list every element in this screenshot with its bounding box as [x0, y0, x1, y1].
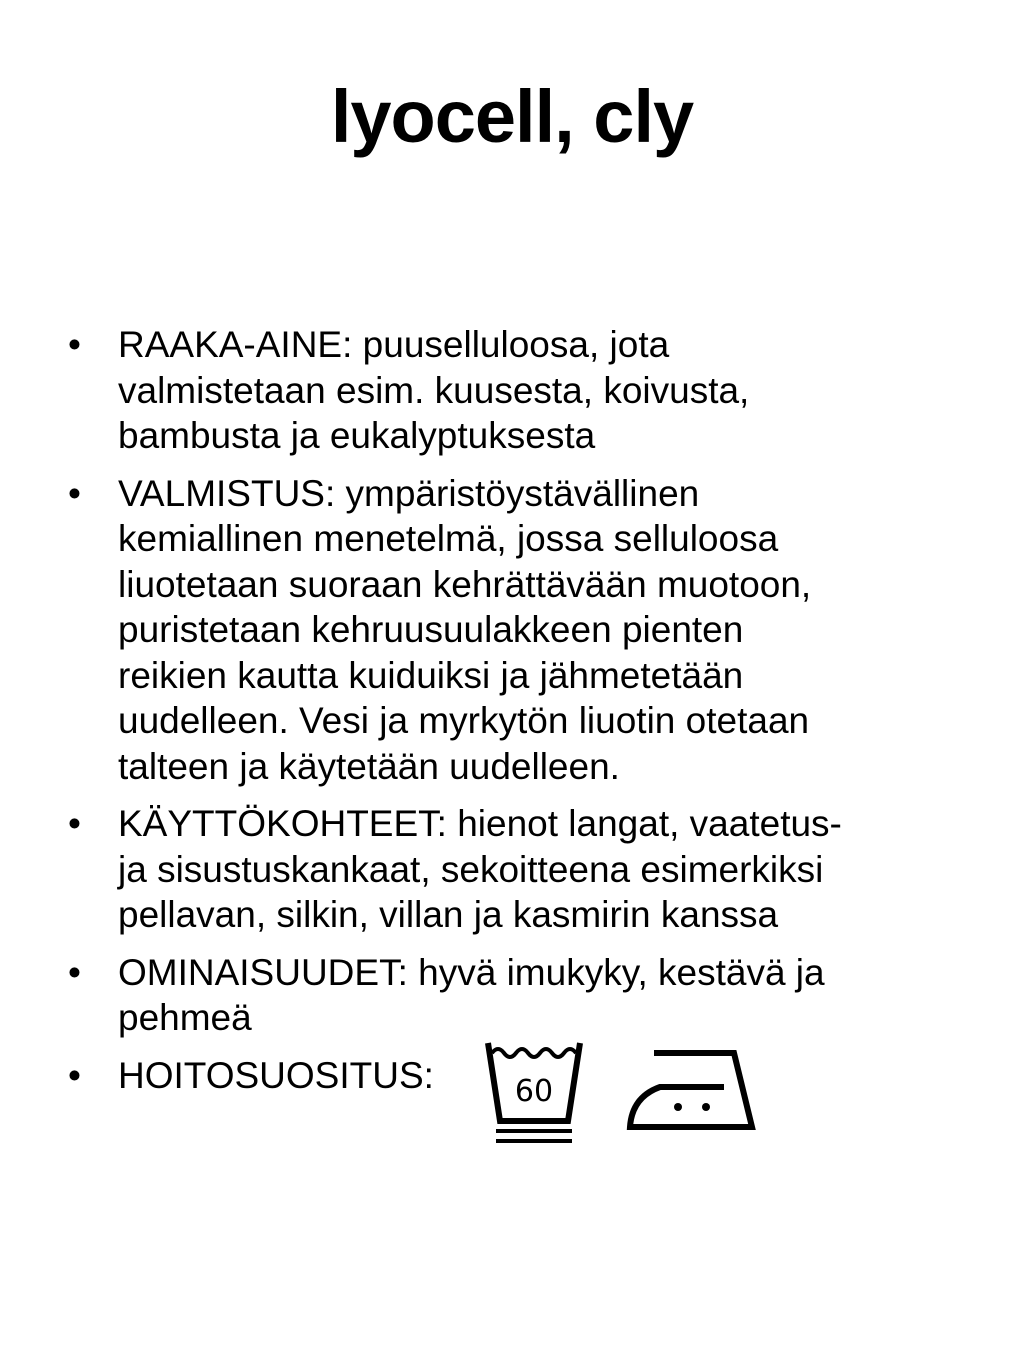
bullet-manufacturing — [62, 471, 962, 790]
wash-temperature: 60 — [514, 1073, 554, 1109]
bullet-line: RAAKA-AINE: puuselluloosa, jota — [118, 324, 670, 365]
bullet-line: kemiallinen menetelmä, jossa selluloosa — [118, 518, 779, 559]
iron-dot-2 — [702, 1103, 710, 1111]
iron-dot-1 — [674, 1103, 682, 1111]
wash-water-line — [492, 1049, 576, 1057]
bullet-icon: • — [68, 803, 81, 844]
bullet-care-instructions — [62, 1053, 962, 1109]
bullet-line: uudelleen. Vesi ja myrkytön liuotin otetaan — [118, 700, 810, 741]
bullet-line: pellavan, silkin, villan ja kasmirin kanssa — [118, 894, 779, 935]
bullet-line: liuotetaan suoraan kehrättävään muotoon, — [118, 563, 812, 605]
bullet-line: VALMISTUS: ympäristöystävällinen — [118, 472, 700, 514]
slide-title: lyocell, cly — [330, 75, 694, 158]
bullet-raw-material — [62, 322, 962, 459]
bullet-line: valmistetaan esim. kuusesta, koivusta, — [118, 369, 750, 411]
bullet-line: bambusta ja eukalyptuksesta — [118, 415, 596, 456]
bullet-properties — [62, 950, 962, 1041]
iron-outline — [630, 1053, 752, 1127]
washing-tub-gentle-icon — [484, 1039, 584, 1149]
bullet-line: pehmeä — [118, 997, 252, 1038]
bullet-icon: • — [68, 1054, 81, 1096]
bullet-uses — [62, 801, 962, 938]
bullet-line: puristetaan kehruusuulakkeen pienten — [118, 609, 744, 650]
bullet-line: OMINAISUUDET: hyvä imukyky, kestävä ja — [118, 951, 825, 993]
bullet-line: ja sisustuskankaat, sekoitteena esimerkiksi — [118, 848, 824, 890]
bullet-line: reikien kautta kuiduiksi ja jähmetetään — [118, 654, 744, 696]
bullet-icon: • — [68, 324, 81, 365]
bullet-icon: • — [68, 951, 81, 993]
care-label: HOITOSUOSITUS: — [118, 1054, 434, 1096]
bullet-list — [62, 322, 962, 1109]
bullet-line: KÄYTTÖKOHTEET: hienot langat, vaatetus- — [118, 803, 842, 844]
iron-two-dots-icon — [626, 1047, 758, 1133]
bullet-line: talteen ja käytetään uudelleen. — [118, 745, 620, 787]
bullet-icon: • — [68, 472, 81, 514]
